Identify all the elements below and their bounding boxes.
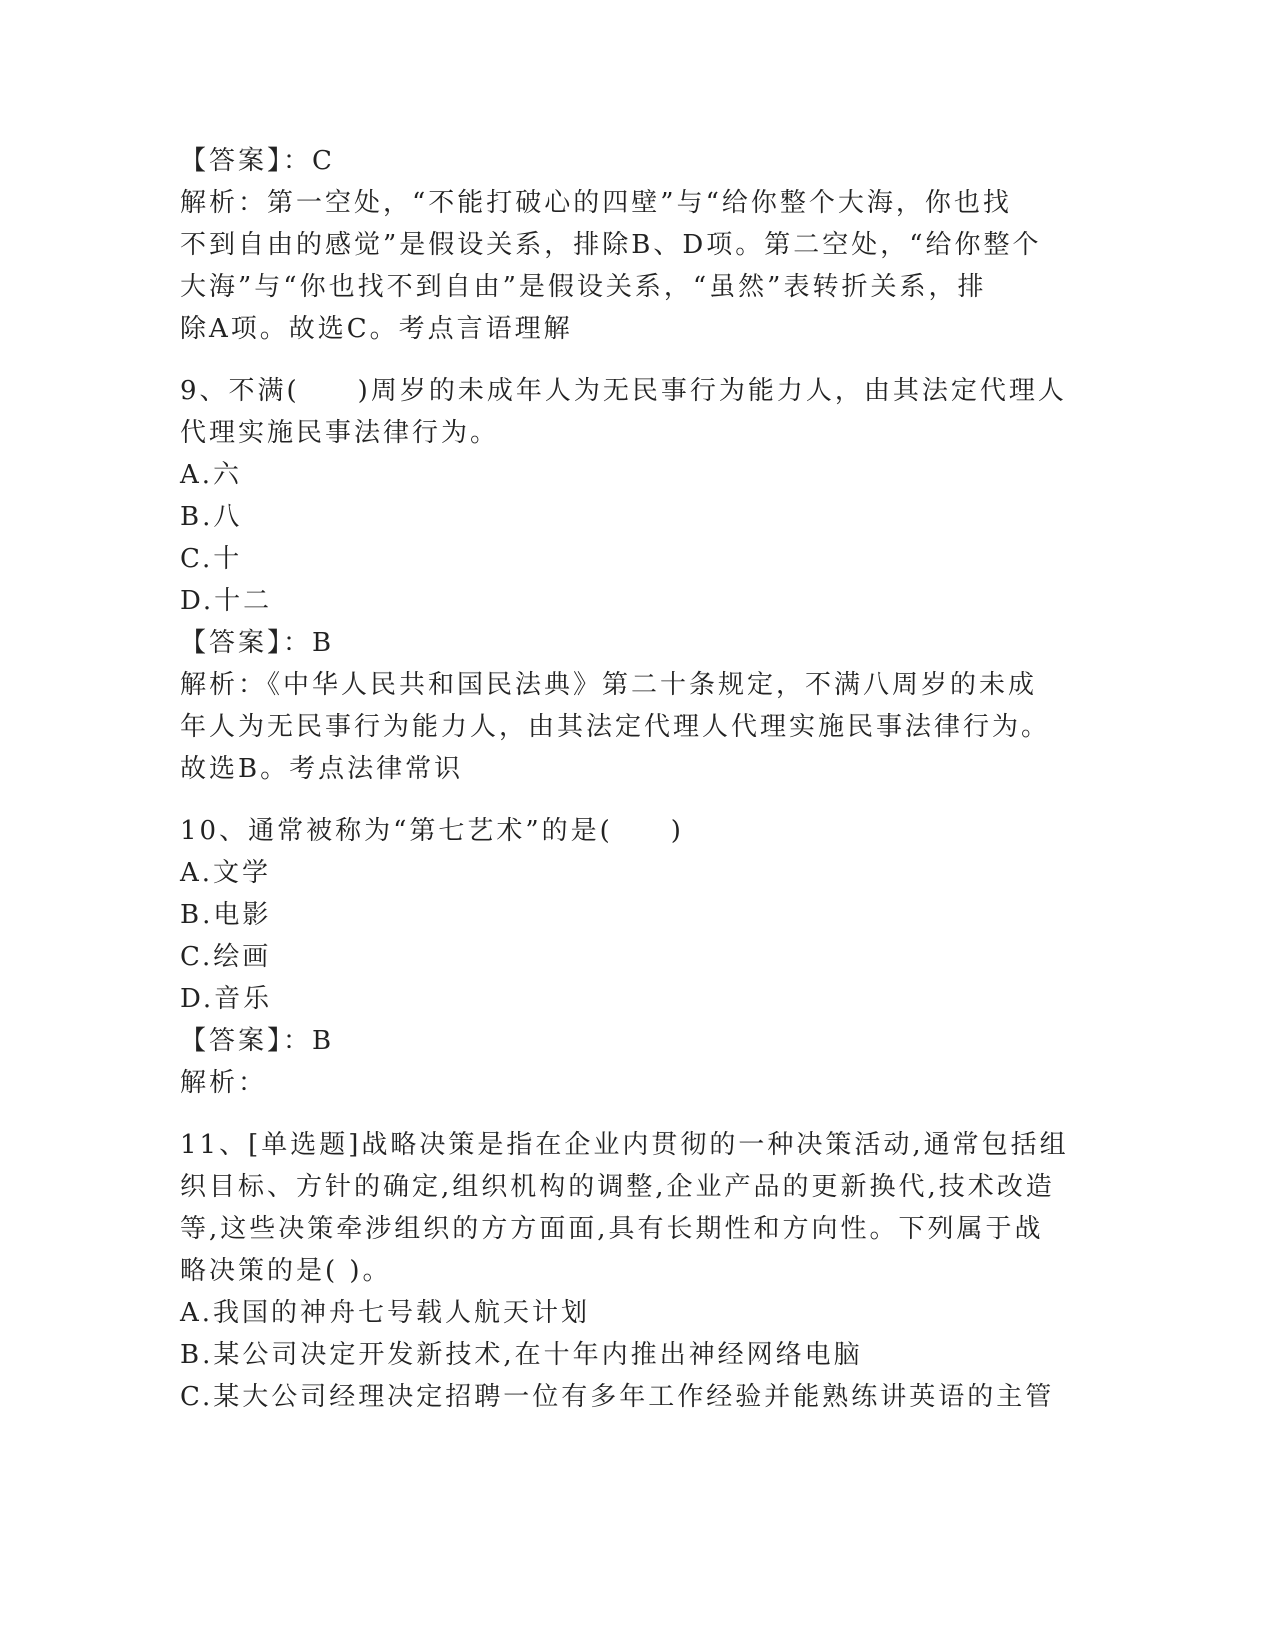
option-a: A.六 — [180, 460, 243, 490]
question-stem-line: 10、通常被称为“第七艺术”的是( ) — [180, 816, 684, 846]
analysis-line: 除A项。故选C。考点言语理解 — [180, 314, 573, 344]
option-b: B.八 — [180, 502, 243, 532]
option-c: C.绘画 — [180, 942, 272, 972]
option-c: C.十 — [180, 544, 243, 574]
analysis-line: 不到自由的感觉”是假设关系，排除B、D项。第二空处，“给你整个 — [180, 230, 1042, 260]
question-stem-line: 等,这些决策牵涉组织的方方面面,具有长期性和方向性。下列属于战 — [180, 1214, 1044, 1244]
option-b: B.电影 — [180, 900, 272, 930]
question-stem-line: 略决策的是( )。 — [180, 1256, 392, 1286]
question-stem-line: 织目标、方针的确定,组织机构的调整,企业产品的更新换代,技术改造 — [180, 1172, 1055, 1202]
question-stem-line: 代理实施民事法律行为。 — [180, 418, 500, 448]
analysis-line: 大海”与“你也找不到自由”是假设关系，“虽然”表转折关系，排 — [180, 272, 987, 302]
document-page — [180, 140, 1069, 1418]
analysis-line: 年人为无民事行为能力人，由其法定代理人代理实施民事法律行为。 — [180, 712, 1051, 742]
answer-line: 【答案】：C — [180, 146, 335, 176]
analysis-line: 解析： — [180, 1068, 268, 1098]
analysis-line: 解析：《中华人民共和国民法典》第二十条规定，不满八周岁的未成 — [180, 670, 1038, 700]
option-d: D.音乐 — [180, 984, 273, 1014]
option-a: A.我国的神舟七号载人航天计划 — [180, 1298, 591, 1328]
question-stem-line: 9、不满( )周岁的未成年人为无民事行为能力人，由其法定代理人 — [180, 376, 1067, 406]
answer-line: 【答案】：B — [180, 1026, 335, 1056]
question-stem-line: 11、[单选题]战略决策是指在企业内贯彻的一种决策活动,通常包括组 — [180, 1130, 1069, 1160]
analysis-line: 解析：第一空处，“不能打破心的四壁”与“给你整个大海，你也找 — [180, 188, 1012, 218]
option-a: A.文学 — [180, 858, 272, 888]
option-b: B.某公司决定开发新技术,在十年内推出神经网络电脑 — [180, 1340, 863, 1370]
option-d: D.十二 — [180, 586, 273, 616]
answer-line: 【答案】：B — [180, 628, 335, 658]
option-c: C.某大公司经理决定招聘一位有多年工作经验并能熟练讲英语的主管 — [180, 1382, 1055, 1412]
analysis-line: 故选B。考点法律常识 — [180, 754, 464, 784]
